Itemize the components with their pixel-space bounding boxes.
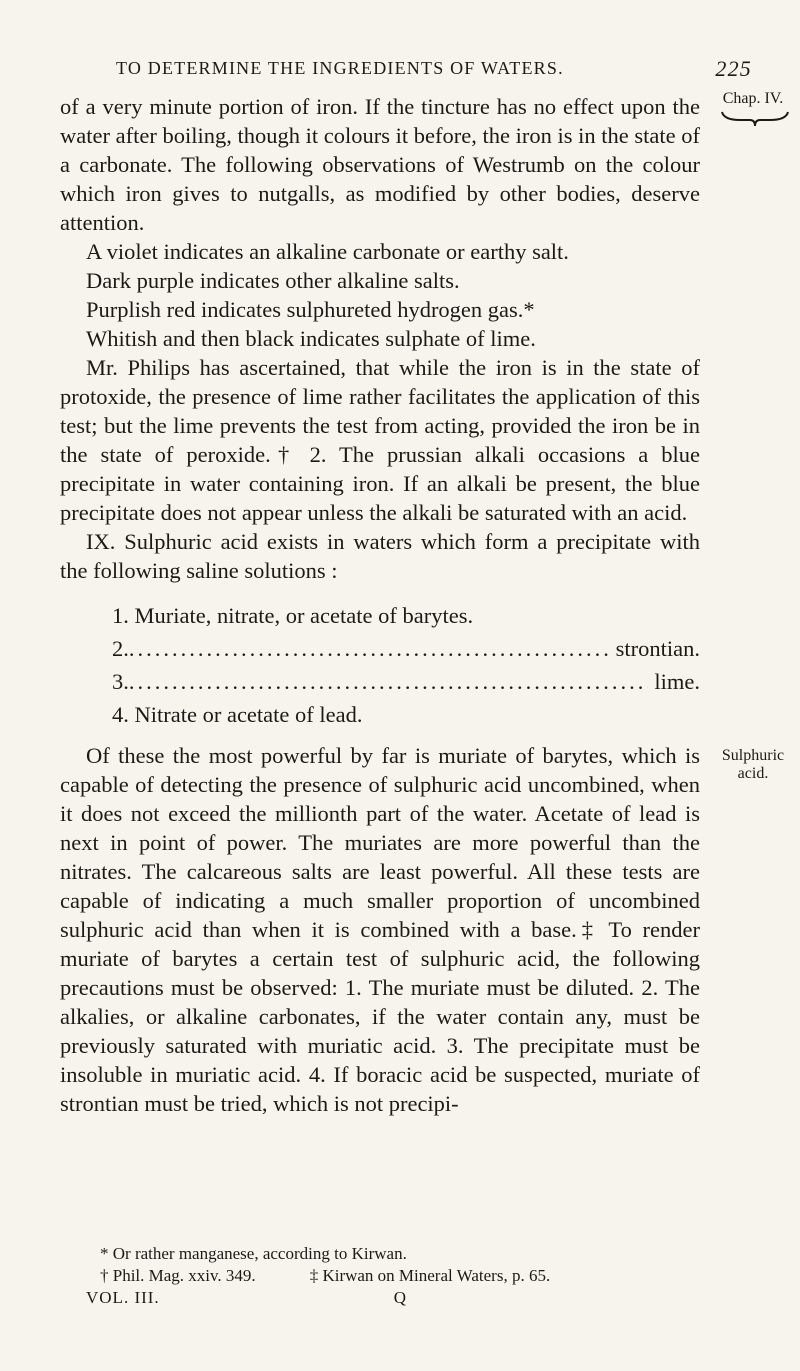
paragraph-philips: Mr. Philips has ascertained, that while the iron is in the state of protoxide, the presence of lime rather facilitates the application of this test; but the lime prevents the test from acting, provided the iron be in the state of peroxide.† 2. The prussian alkali occasions a blue precipitate in water containing iron. If an alkali be present, the blue precipitate does not appear unless the alkali be saturated with an acid. xyxy=(60,355,700,525)
footnote-double-dagger: ‡ Kirwan on Mineral Waters, p. 65. xyxy=(309,1266,551,1285)
brace-icon xyxy=(720,110,790,128)
footnote-dagger: † Phil. Mag. xxiv. 349. xyxy=(100,1266,256,1285)
footnotes xyxy=(86,1243,726,1309)
footnote-star: * Or rather manganese, according to Kirwan. xyxy=(100,1244,407,1263)
signature-row xyxy=(86,1287,406,1309)
volume-label: VOL. III. xyxy=(86,1288,160,1307)
solution-item-4-text: 4. Nitrate or acetate of lead. xyxy=(112,702,363,727)
indication-dark-purple: Dark purple indicates other alkaline salts. xyxy=(86,268,460,293)
leader-dots xyxy=(129,665,649,698)
paragraph-iron: of a very minute portion of iron. If the tincture has no effect upon the water after boiling, though it colours it before, the iron is in the state of a carbonate. The following observations of Westrumb on the colour which iron gives to nutgalls, as modified by other bodies, deserve attention. xyxy=(60,94,700,235)
solution-item-3-number: 3. xyxy=(112,669,129,694)
indication-violet: A violet indicates an alkaline carbonate or earthy salt. xyxy=(86,239,569,264)
solution-item-1-text: 1. Muriate, nitrate, or acetate of barytes. xyxy=(112,603,474,628)
running-title: TO DETERMINE THE INGREDIENTS OF WATERS. xyxy=(116,58,564,78)
main-text xyxy=(60,92,700,1118)
indication-purplish-red: Purplish red indicates sulphureted hydrogen gas.* xyxy=(86,297,535,322)
solution-item-4 xyxy=(60,698,700,731)
solution-item-2-number: 2. xyxy=(112,636,129,661)
paragraph-barytes: Of these the most powerful by far is muriate of barytes, which is capable of detecting the presence of sulphuric acid uncombined, when it does not exceed the millionth part of the water. Acetate of lead is next in point of power. The muriates are more powerful than the nitrates. The calcareous salts are least powerful. All these tests are capable of indicating a much smaller proportion of uncombined sulphuric acid than when it is combined with a base.‡ To render muriate of barytes a certain test of sulphuric acid, the following precautions must be observed: 1. The muriate must be diluted. 2. The alkalies, or alkaline carbonates, if the water contain any, must be previously saturated with muriatic acid. 3. The precipitate must be insoluble in muriatic acid. 4. If boracic acid be suspected, muriate of strontian must be tried, which is not precipi- xyxy=(60,743,700,1116)
leader-dots xyxy=(129,632,610,665)
page-number: 225 xyxy=(715,56,752,81)
section-ix-heading: IX. Sulphuric acid exists in waters which form a precipitate with the following saline solutions : xyxy=(60,529,700,583)
margin-note-sulphuric: Sulphuric acid. xyxy=(721,747,785,782)
indication-whitish-black: Whitish and then black indicates sulphate of lime. xyxy=(86,326,536,351)
footnote-row xyxy=(86,1265,726,1287)
solution-item-2-text: strontian. xyxy=(615,636,700,661)
solution-item-2 xyxy=(60,632,700,665)
margin-note-chapter: Chap. IV. xyxy=(722,90,784,107)
solution-item-3 xyxy=(60,665,700,698)
solutions-list xyxy=(60,599,700,731)
signature-mark: Q xyxy=(393,1288,406,1307)
solution-item-1 xyxy=(60,599,700,632)
solution-item-3-text: lime. xyxy=(654,669,700,694)
